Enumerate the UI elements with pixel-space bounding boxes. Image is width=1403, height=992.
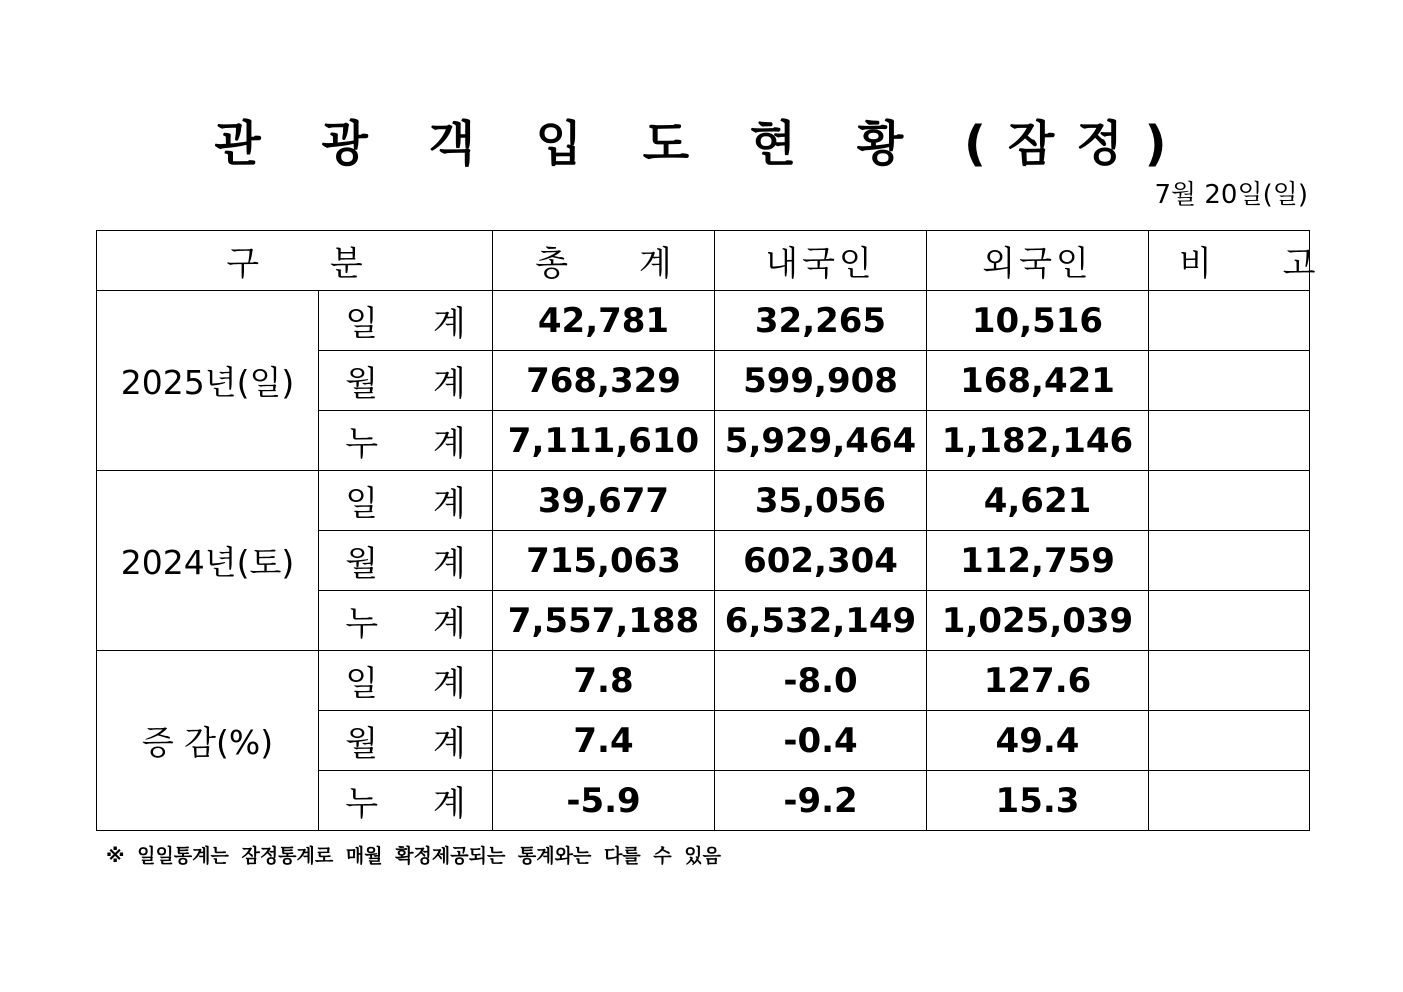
group-label-change: 증 감(%) xyxy=(97,651,319,831)
total-cell: 768,329 xyxy=(493,351,715,411)
domestic-cell: 35,056 xyxy=(715,471,927,531)
total-cell: 39,677 xyxy=(493,471,715,531)
header-remarks: 비 고 xyxy=(1149,231,1310,291)
foreign-cell: 112,759 xyxy=(927,531,1149,591)
remarks-cell xyxy=(1149,471,1310,531)
domestic-cell: -9.2 xyxy=(715,771,927,831)
remarks-cell xyxy=(1149,411,1310,471)
foreign-cell: 127.6 xyxy=(927,651,1149,711)
group-label-2025: 2025년(일) xyxy=(97,291,319,471)
domestic-cell: 602,304 xyxy=(715,531,927,591)
header-foreign: 외국인 xyxy=(927,231,1149,291)
remarks-cell xyxy=(1149,591,1310,651)
header-domestic: 내국인 xyxy=(715,231,927,291)
domestic-cell: -8.0 xyxy=(715,651,927,711)
tourist-arrivals-table xyxy=(96,230,1346,831)
header-row xyxy=(97,231,1310,291)
total-cell: 7.8 xyxy=(493,651,715,711)
foreign-cell: 1,182,146 xyxy=(927,411,1149,471)
page-title: 관 광 객 입 도 현 황 (잠정) xyxy=(214,116,1189,172)
total-cell: -5.9 xyxy=(493,771,715,831)
total-cell: 7,557,188 xyxy=(493,591,715,651)
remarks-cell xyxy=(1149,711,1310,771)
total-cell: 7,111,610 xyxy=(493,411,715,471)
report-date: 7월 20일(일) xyxy=(1154,180,1308,210)
total-cell: 42,781 xyxy=(493,291,715,351)
group-label-2024: 2024년(토) xyxy=(97,471,319,651)
remarks-cell xyxy=(1149,651,1310,711)
total-cell: 715,063 xyxy=(493,531,715,591)
remarks-cell xyxy=(1149,351,1310,411)
domestic-cell: 6,532,149 xyxy=(715,591,927,651)
row-label: 일 계 xyxy=(319,651,493,711)
row-label: 일 계 xyxy=(319,471,493,531)
row-label: 월 계 xyxy=(319,531,493,591)
foreign-cell: 168,421 xyxy=(927,351,1149,411)
row-label: 월 계 xyxy=(319,351,493,411)
header-total: 총 계 xyxy=(493,231,715,291)
header-category: 구 분 xyxy=(97,231,493,291)
remarks-cell xyxy=(1149,771,1310,831)
domestic-cell: 599,908 xyxy=(715,351,927,411)
row-label: 누 계 xyxy=(319,591,493,651)
foreign-cell: 15.3 xyxy=(927,771,1149,831)
foreign-cell: 49.4 xyxy=(927,711,1149,771)
domestic-cell: -0.4 xyxy=(715,711,927,771)
row-label: 일 계 xyxy=(319,291,493,351)
row-label: 누 계 xyxy=(319,411,493,471)
remarks-cell xyxy=(1149,291,1310,351)
foreign-cell: 4,621 xyxy=(927,471,1149,531)
domestic-cell: 5,929,464 xyxy=(715,411,927,471)
foreign-cell: 1,025,039 xyxy=(927,591,1149,651)
domestic-cell: 32,265 xyxy=(715,291,927,351)
row-label: 누 계 xyxy=(319,771,493,831)
remarks-cell xyxy=(1149,531,1310,591)
table-row xyxy=(97,471,1310,531)
table-row xyxy=(97,291,1310,351)
footnote: ※ 일일통계는 잠정통계로 매월 확정제공되는 통계와는 다를 수 있음 xyxy=(106,845,721,867)
row-label: 월 계 xyxy=(319,711,493,771)
foreign-cell: 10,516 xyxy=(927,291,1149,351)
table-row xyxy=(97,651,1310,711)
total-cell: 7.4 xyxy=(493,711,715,771)
